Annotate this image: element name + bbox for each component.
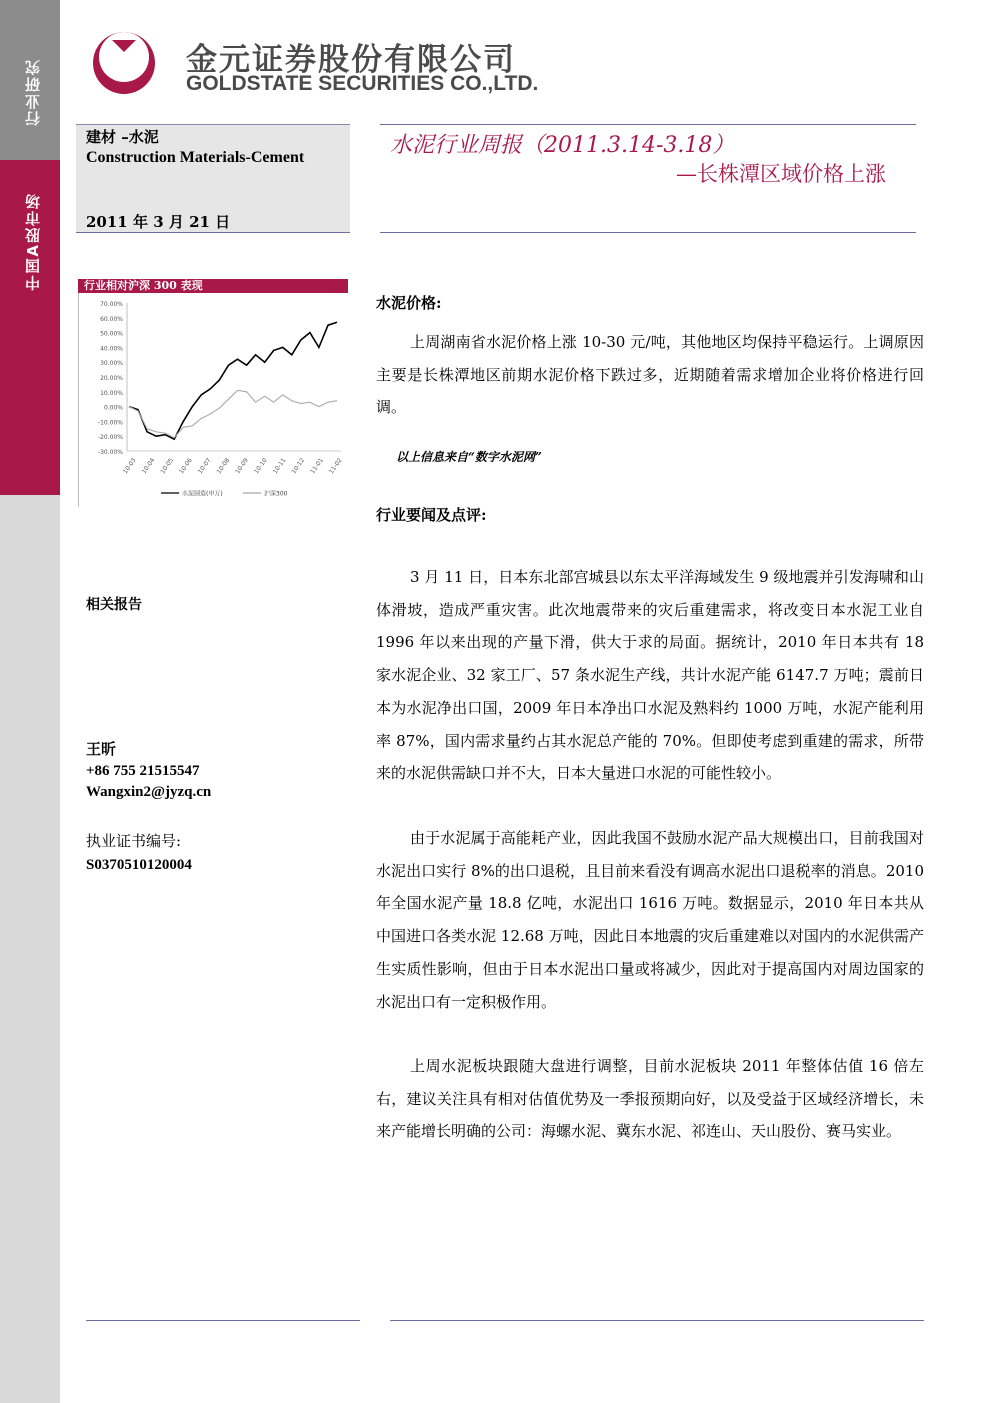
y-tick-label: 10.00% [100, 389, 123, 397]
report-title: 水泥行业周报（2011.3.14-3.18） [390, 133, 735, 158]
y-tick-label: 40.00% [100, 345, 123, 353]
chart-frame [78, 293, 349, 507]
side-label-research: 行业研究 [24, 58, 42, 126]
y-tick-label: 50.00% [100, 330, 123, 338]
cement-price-heading: 水泥价格: [376, 294, 442, 312]
footer-rule-right [390, 1320, 924, 1321]
news-paragraph-2: 由于水泥属于高能耗产业，因此我国不鼓励水泥产品大规模出口，目前我国对水泥出口实行 8%的出口退税，且目前来看没有调高水泥出口退税率的消息。2010 年全国水泥产量 18.8 亿吨，水泥出口 1616 万吨。数据显示，2010 年日本共从中国进口各类水泥 12.68 万吨，因此日本地震的灾后重建难以对国内的水泥供需产生实质性影响，但由于日本水泥出口量或将减少，因此对于提高国内对周边国家的水泥出口有一定积极作用。 [376, 829, 924, 1011]
x-tick-label: 10-08 [215, 456, 232, 476]
x-tick-label: 10-12 [290, 456, 307, 476]
series-line [129, 390, 337, 437]
y-tick-label: -20.00% [97, 434, 123, 442]
sector-label-cn: 建材 –水泥 [86, 128, 159, 146]
x-tick-label: 10-04 [140, 456, 157, 476]
x-tick-label: 11-02 [327, 456, 344, 476]
x-tick-label: 10-11 [271, 456, 288, 476]
chart-title: 行业相对沪深 300 表现 [78, 279, 348, 293]
sector-label-en: Construction Materials-Cement [86, 149, 305, 166]
certificate-number: S0370510120004 [86, 857, 192, 873]
series-line [129, 322, 337, 439]
title-bottom-rule [380, 232, 916, 233]
x-tick-label: 10-03 [121, 456, 138, 476]
footer-rule-left [86, 1320, 360, 1321]
analyst-block [86, 740, 211, 803]
x-tick-label: 10-09 [234, 456, 251, 476]
y-tick-label: -30.00% [97, 449, 123, 456]
y-tick-label: -10.00% [97, 419, 123, 427]
y-tick-label: 70.00% [100, 301, 123, 308]
cement-price-paragraph: 上周湖南省水泥价格上涨 10-30 元/吨，其他地区均保持平稳运行。上调原因主要是长株潭地区前期水泥价格下跌过多，近期随着需求增加企业将价格进行回调。 [376, 333, 924, 417]
analyst-email: Wangxin2@jyzq.cn [86, 784, 212, 800]
x-tick-label: 10-07 [196, 456, 213, 476]
title-top-rule [380, 124, 916, 125]
x-tick-label: 11-01 [309, 456, 325, 476]
industry-news-heading: 行业要闻及点评: [376, 506, 487, 524]
related-reports-heading: 相关报告 [86, 597, 142, 613]
news-paragraph-1: 3 月 11 日，日本东北部宫城县以东太平洋海域发生 9 级地震并引发海啸和山体滑坡，造成严重灾害。此次地震带来的灾后重建需求，将改变日本水泥工业自 1996 年以来出现的产量下滑，供大于求的局面。据统计，2010 年日本共有 18 家水泥企业、32 家工厂、57 条水泥生产线，共计水泥产能 6147.7 万吨；震前日本为水泥净出口国，2009 年日本净出口水泥及熟料约 1000 万吨，水泥产能利用率 87%，国内需求量约占其水泥总产能的 70%。但即使考虑到重建的需求，所带来的水泥供需缺口并不大，日本大量进口水泥的可能性较小。 [376, 568, 924, 783]
x-tick-label: 10-10 [252, 456, 269, 476]
news-paragraph-3: 上周水泥板块跟随大盘进行调整，目前水泥板块 2011 年整体估值 16 倍左右，建议关注具有相对估值优势及一季报预期向好，以及受益于区域经济增长，未来产能增长明确的公司：海螺水泥、冀东水泥、祁连山、天山股份、赛马实业。 [376, 1057, 924, 1141]
report-date: 2011 年 3 月 21 日 [86, 213, 231, 231]
company-name-cn: 金元证券股份有限公司 [186, 42, 516, 78]
company-logo [88, 30, 168, 96]
performance-chart [79, 293, 347, 505]
x-tick-label: 10-06 [178, 456, 194, 476]
side-label-market: 中国A股市场 [24, 192, 42, 291]
source-note: 以上信息来自“数字水泥网” [396, 450, 542, 464]
company-name-en: GOLDSTATE SECURITIES CO.,LTD. [186, 72, 539, 95]
legend-label: 沪深300 [264, 490, 288, 498]
y-tick-label: 60.00% [100, 315, 123, 323]
legend-label: 水泥制造(申万) [182, 490, 223, 498]
report-subtitle: —长株潭区域价格上涨 [676, 162, 886, 186]
y-tick-label: 20.00% [100, 375, 123, 382]
info-bottom-rule [76, 232, 350, 233]
analyst-phone: +86 755 21515547 [86, 763, 200, 779]
x-tick-label: 10-05 [159, 456, 176, 476]
certificate-label: 执业证书编号: [86, 832, 182, 850]
analyst-name: 王昕 [86, 742, 117, 758]
y-tick-label: 30.00% [100, 360, 123, 368]
y-tick-label: 0.00% [103, 404, 123, 412]
